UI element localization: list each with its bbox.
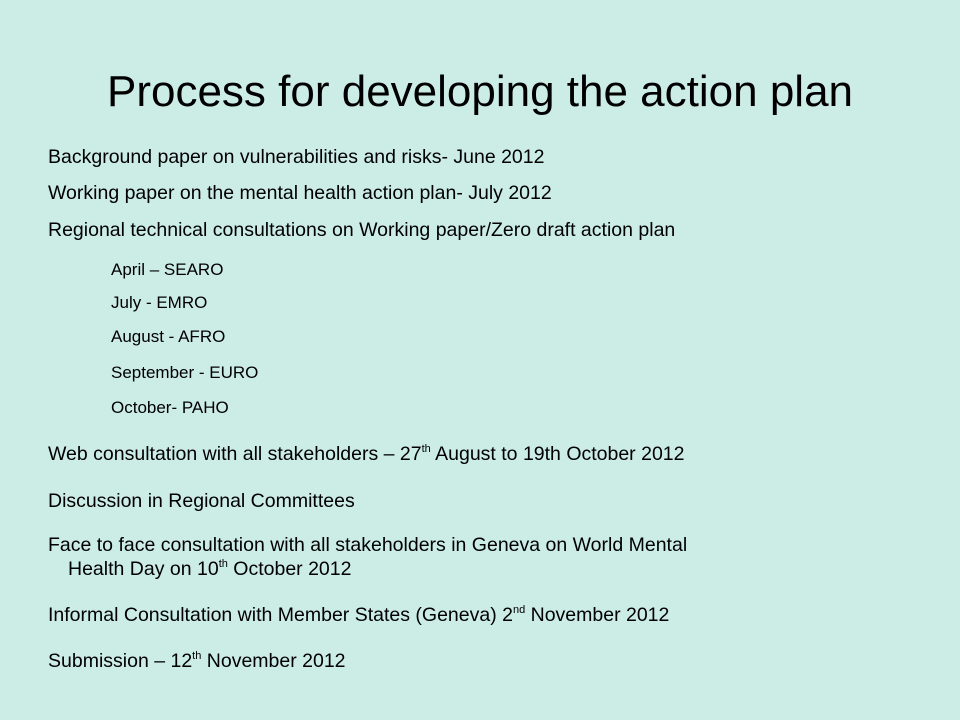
- ordinal-suffix: th: [218, 557, 228, 570]
- ordinal-suffix: nd: [512, 603, 526, 616]
- list-item-discussion: Discussion in Regional Committees: [48, 490, 355, 512]
- sub-item-searo: April – SEARO: [111, 260, 224, 279]
- list-item-face-to-face: [48, 533, 687, 581]
- submission-text-end: November 2012: [201, 650, 346, 672]
- face-to-face-line2-end: October 2012: [227, 558, 352, 580]
- ordinal-suffix: th: [192, 649, 202, 662]
- list-item-submission: [48, 649, 346, 673]
- sub-item-afro: August - AFRO: [111, 327, 226, 346]
- informal-text-end: November 2012: [525, 604, 670, 626]
- ordinal-suffix: th: [421, 442, 431, 455]
- list-item-background-paper: Background paper on vulnerabilities and risks- June 2012: [48, 146, 545, 168]
- slide-title: Process for developing the action plan: [106, 67, 854, 116]
- informal-text: Informal Consultation with Member States (Geneva) 2: [48, 604, 513, 626]
- face-to-face-line2: [48, 557, 687, 581]
- sub-item-emro: July - EMRO: [111, 293, 208, 312]
- list-item-web-consultation: [48, 442, 684, 466]
- sub-item-euro: September - EURO: [111, 363, 259, 382]
- list-item-working-paper: Working paper on the mental health action plan- July 2012: [48, 182, 552, 204]
- sub-item-paho: October- PAHO: [111, 398, 229, 417]
- list-item-regional-consultations: Regional technical consultations on Working paper/Zero draft action plan: [48, 219, 676, 241]
- face-to-face-line1: Face to face consultation with all stakeholders in Geneva on World Mental: [48, 534, 688, 556]
- list-item-informal-consultation: [48, 603, 669, 627]
- face-to-face-line2-text: Health Day on 10: [68, 558, 219, 580]
- web-consultation-text: Web consultation with all stakeholders – 27: [48, 443, 422, 465]
- web-consultation-text-end: August to 19th October 2012: [430, 443, 685, 465]
- submission-text: Submission – 12: [48, 650, 193, 672]
